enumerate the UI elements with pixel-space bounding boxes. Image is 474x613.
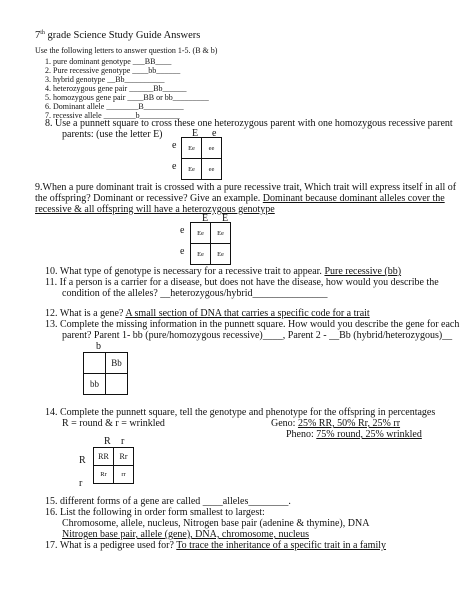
question-13-line2: parent? Parent 1- bb (pure/homozygous recessive)____, Parent 2 - __Bb (hybrid/heterozygous)__ [62, 330, 453, 341]
punnett-cell: Bb [106, 353, 128, 374]
answer: To trace the inheritance of a specific trait in a family [176, 540, 387, 551]
punnett-col-header: r [121, 436, 125, 447]
question-16-line2: Chromosome, allele, nucleus, Nitrogen base pair (adenine & thymine), DNA [62, 518, 370, 529]
answer: Dominant because dominant alleles cover the [262, 193, 445, 204]
question-10: 10. What type of genotype is necessary for a recessive trait to appear. Pure recessive (bb) [45, 266, 402, 277]
punnett-cell: bb [84, 374, 106, 395]
question-14: 14. Complete the punnett square, tell the genotype and phenotype for the offspring in percentages [45, 407, 436, 418]
punnett-cell [106, 374, 128, 395]
phenotype-answer: Pheno: 75% round, 25% wrinkled [286, 429, 422, 440]
punnett-square-q13 [83, 352, 128, 395]
instructions: Use the following letters to answer question 1-5. (B & b) [35, 46, 218, 55]
question-13: 13. Complete the missing information in the punnett square. How would you describe the gene for each [45, 319, 460, 330]
punnett-square-q14 [93, 447, 134, 484]
genotype-answer: Geno: 25% RR, 50% Rr, 25% rr [271, 418, 401, 429]
punnett-cell: Ee [191, 244, 211, 265]
punnett-col-header: E [202, 213, 209, 224]
question-list [45, 57, 209, 120]
question-14-line2: R = round & r = wrinkled [62, 418, 165, 429]
list-item: 4. heterozygous gene pair ______Bb______ [45, 84, 187, 93]
answer: Pure recessive (bb) [324, 266, 402, 277]
punnett-cell: Rr [114, 448, 134, 466]
punnett-cell: Ee [191, 223, 211, 244]
question-8: 8. Use a punnett square to cross these one heterozygous parent with one homozygous recessive parent [45, 118, 453, 129]
list-item: 2. Pure recessive genotype ____bb______ [45, 66, 181, 75]
punnett-square-q8 [181, 137, 222, 180]
list-item: 6. Dominant allele ________B__________ [45, 102, 184, 111]
question-9-line2: the offspring? Dominant or recessive? Give an example. Dominant because dominant alleles cover the [35, 193, 445, 204]
punnett-row-header: e [172, 161, 177, 172]
punnett-row-header: r [79, 478, 83, 489]
punnett-row-header: e [172, 140, 177, 151]
punnett-cell: Ee [211, 244, 231, 265]
punnett-col-header: b [96, 341, 101, 352]
answer: 25% RR, 50% Rr, 25% rr [297, 418, 401, 429]
punnett-cell: rr [114, 466, 134, 484]
punnett-row-header: e [180, 225, 185, 236]
list-item: 7. recessive allele ________b__________ [45, 111, 180, 120]
page-title: 7th grade Science Study Guide Answers [35, 30, 201, 41]
punnett-col-header: e [212, 128, 217, 139]
punnett-cell: Ee [182, 159, 202, 180]
list-item: 1. pure dominant genotype ___BB____ [45, 57, 172, 66]
punnett-cell: Rr [94, 466, 114, 484]
punnett-col-header: R [104, 436, 111, 447]
punnett-col-header: E [222, 213, 229, 224]
question-12: 12. What is a gene? A small section of DNA that carries a specific code for a trait [45, 308, 370, 319]
question-11: 11. If a person is a carrier for a disease, but does not have the disease, how would you describe the [45, 277, 439, 288]
question-15: 15. different forms of a gene are called ____alleles________. [45, 496, 291, 507]
punnett-row-header: R [79, 455, 86, 466]
punnett-row-header: e [180, 246, 185, 257]
answer: Nitrogen base pair, allele (gene), DNA, chromosome, nucleus [62, 529, 310, 540]
punnett-square-q9 [190, 222, 231, 265]
question-17: 17. What is a pedigree used for? To trace the inheritance of a specific trait in a family [45, 540, 387, 551]
answer: recessive & all offspring will have a heterozygous genotype [35, 204, 275, 215]
question-16: 16. List the following in order form smallest to largest: [45, 507, 265, 518]
list-item: 5. homozygous gene pair ____BB or bb_________ [45, 93, 209, 102]
punnett-cell: ee [202, 138, 222, 159]
list-item: 3. hybrid genotype __Bb__________ [45, 75, 165, 84]
punnett-cell: RR [94, 448, 114, 466]
answer: A small section of DNA that carries a specific code for a trait [125, 308, 370, 319]
punnett-cell: Ee [182, 138, 202, 159]
punnett-cell: ee [202, 159, 222, 180]
question-11-line2: condition of the alleles? __heterozygous/hybrid_______________ [62, 288, 328, 299]
question-8-line2: parents: (use the letter E) [62, 129, 163, 140]
punnett-cell [84, 353, 106, 374]
answer: 75% round, 25% wrinkled [316, 429, 422, 440]
punnett-cell: Ee [211, 223, 231, 244]
question-9: 9.When a pure dominant trait is crossed with a pure recessive trait, Which trait will express itself in all of [35, 182, 457, 193]
punnett-col-header: E [192, 128, 199, 139]
